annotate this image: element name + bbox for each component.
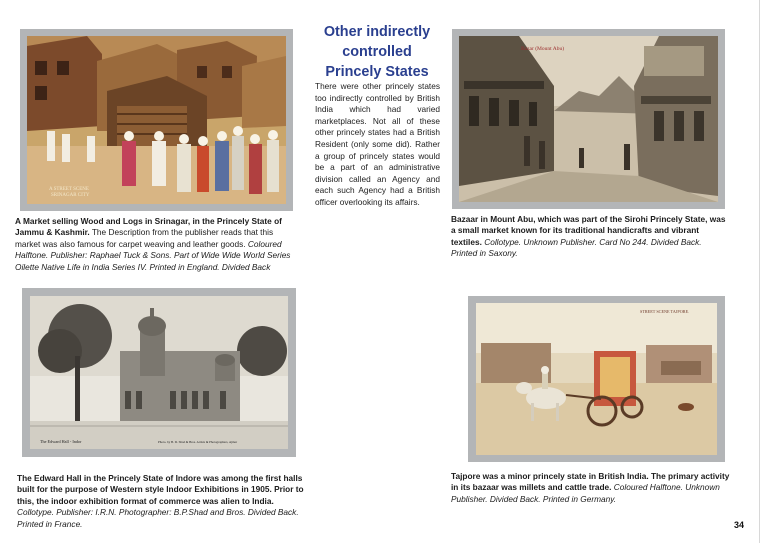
postcard-image-mount-abu [459,36,718,202]
caption-mount-abu [451,214,730,260]
card-imprint-mount-abu: Bazar (Mount Abu) [521,46,565,52]
card-imprint-srinagar-line2: SRINAGAR CITY [51,193,90,198]
card-imprint-srinagar-line1: A STREET SCENE [49,187,89,192]
card-imprint-tajpore: STREET SCENE TAJPORE. [640,309,690,314]
card-imprint-indore-title: The Edward Hall - Indor [40,439,82,444]
section-title [310,22,444,82]
caption-indore-bold: The Edward Hall in the Princely State of Indore was among the first halls built for the purpose of Western style Indoor Exhibitions in 1905. Prior to this, the indoor exhibition format of commerce was alien to India. [17,473,304,506]
caption-tajpore [451,471,731,505]
caption-mount-abu-bold: Bazaar in Mount Abu, which was part of the Sirohi Princely State, was a small market known for its traditional handicrafts and vibrant textiles. [451,214,726,247]
caption-mount-abu-italic: Collotype. Unknown Publisher. Card No 244. Divided Back. Printed in Saxony. [451,236,702,259]
section-title-line-1: Other indirectly [323,24,431,40]
caption-tajpore-bold: Tajpore was a minor princely state in British India. The primary activity in its bazaar was millets and cattle trade. [451,471,730,493]
caption-tajpore-italic: Coloured Halftone. Unknown Publisher. Divided Back. Printed in Germany. [451,482,720,504]
caption-srinagar-plain: The Description from the publisher reads that this market was also famous for carpet weaving and leather goods. [15,227,274,249]
postcard-image-tajpore [476,303,717,455]
postcard-image-srinagar [27,36,286,204]
card-imprint-indore-photographer: Photo. by B. D. Shad & Bros. Artists & Photographers, Ajmer [158,440,238,444]
section-title-line-2: controlled [342,44,412,60]
caption-indore-italic: Collotype. Publisher: I.R.N. Photographer: B.P.Shad and Bros. Divided Back. Printed in France. [17,507,299,529]
caption-indore [17,473,311,530]
section-title-line-3: Princely States [325,64,429,80]
section-intro: There were other princely states too indirectly controlled by British India which had varied marketplaces. Not all of these other princely states had a British Resident (only some did). Rather a group of princely states would be a part of an administrative division called an Agency and each such Agency had a British officer overlooking its affairs. [315,81,440,207]
page-number: 34 [733,520,744,530]
caption-srinagar-bold: A Market selling Wood and Logs in Srinagar, in the Princely State of Jammu & Kashmir. [15,216,282,238]
postcard-image-indore [30,296,288,449]
caption-srinagar [15,216,299,273]
caption-srinagar-italic: Coloured Halftone. Publisher: Raphael Tuck & Sons. Part of Wide Wide World Series Oilette Native Life in India Series IV. Printed in England. Divided Back [15,238,291,272]
